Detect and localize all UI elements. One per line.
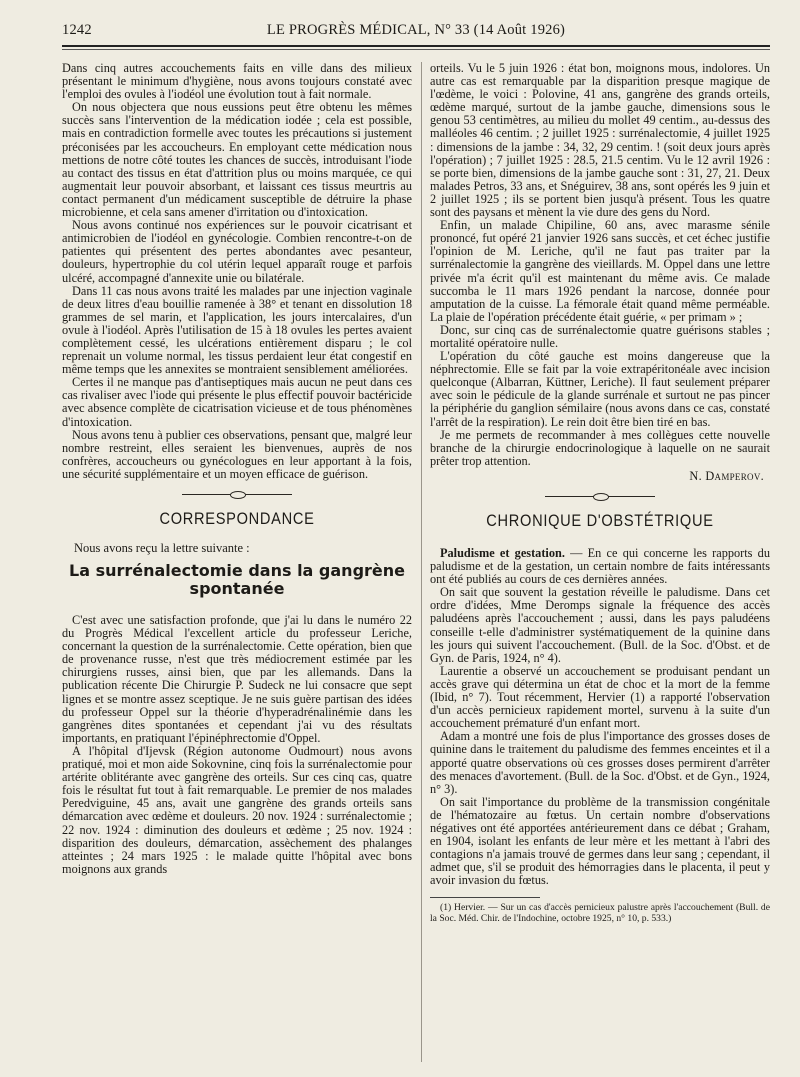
paragraph: orteils. Vu le 5 juin 1926 : état bon, moignons mous, indolores. Un autre cas est remarquable par la disparition presque magique de l'œdème, le voici : Polovine, 41 ans, gangrène des grands orteils, œdème marqué, surtout de la jambe gauche, dimensions sous le genou 53 centimètres, au milieu du mollet 49 centim., au-dessus des malléoles 46 centim. ; 2 juillet 1925 : surrénalectomie, 4 juillet 1925 : dimensions de la jambe : 34, 32, 29 centim. ! (soit deux jours après l'opération) ; 7 juillet 1925 : 28.5, 21.5 centim. Vu le 12 avril 1926 : se porte bien, dimensions de la jambe gauche sont : 31, 27, 21. Deux malades Petros, 33 ans, et Snéguirev, 38 ans, sont opérés les 9 juin et 2 juillet 1925 ; ils se portent bien jusqu'à présent. Tous les quatre sont des paysans et mènent la vie dure des gens du Nord. [430, 61, 770, 220]
right-column [430, 62, 770, 924]
column-divider [421, 62, 422, 1062]
paragraph: Adam a montré une fois de plus l'importance des grosses doses de quinine dans le traitement du paludisme des femmes enceintes et il a apporté quatre observations où ces grosses doses permirent d'arrêter des menaces d'avortement. (Bull. de la Soc. d'Obst. et de Gyn., 1924, n° 3). [430, 729, 770, 796]
paragraph: Je me permets de recommander à mes collègues cette nouvelle branche de la chirurgie endocrinologique à laquelle on ne saurait prêter trop attention. [430, 427, 770, 468]
paragraph: Nous avons tenu à publier ces observations, pensant que, malgré leur nombre restreint, elles seraient les bienvenues, auprès de nos confrères, accoucheurs ou gynécologues en leur apportant à la fois, une sécurité supplémentaire et un moyen efficace de guérison. [62, 427, 412, 481]
paragraph-with-runin [430, 547, 770, 586]
header-rule [62, 45, 770, 47]
section-title-correspondance: CORRESPONDANCE [159, 509, 315, 528]
paragraph: Dans 11 cas nous avons traité les malades par une injection vaginale de deux litres d'eau bouillie ramenée à 38° et tenant en dissolution 18 grammes de sel marin, et l'application, les jours intercalaires, d'un ovule à l'iodéol. Après l'utilisation de 15 à 18 ovules les pertes avaient complètement cessé, les ulcérations entièrement disparu ; le col reprenait un volume normal, les tissus perdaient leur état congestif en même temps que les annexites se montraient sensiblement améliorées. [62, 283, 412, 377]
author-signature: N. Damperov. [689, 468, 764, 483]
left-column [62, 62, 412, 876]
section-ornament [545, 489, 655, 505]
paragraph: A l'hôpital d'Ijevsk (Région autonome Oudmourt) nous avons pratiqué, moi et mon aide Sokovnine, cinq fois la surrénalectomie pour artérite oblitérante avec gangrène des orteils. Sur ces cinq cas, quatre fois le résultat fut tout à fait remarquable. Le premier de nos malades Peredviguine, 45 ans, avait une gangrène des grands orteils sans démarcation avec œdème et douleurs. 20 nov. 1924 : surrénalectomie ; 22 nov. 1924 : diminution des douleurs et œdème ; 25 nov. 1924 : disparition des douleurs, démarcation, assèchement des phalanges atteintes ; 24 mars 1925 : le malade quitte l'hôpital avec bons moignons aux grands [62, 743, 412, 876]
runin-heading: Paludisme et gestation. [440, 546, 565, 560]
article-title: La surrénalectomie dans la gangrène spontanée [69, 561, 405, 598]
page-number: 1242 [62, 22, 92, 38]
paragraph: Certes il ne manque pas d'antiseptiques mais aucun ne peut dans ces cas rivaliser avec l'iode qui présente le plus effectif pouvoir bactéricide avec absence complète de cicatrisation vicieuse et de tous phénomènes d'intoxication. [62, 375, 412, 429]
paragraph: On nous objectera que nous eussions peut être obtenu les mêmes succès sans l'intervention de la médication iodée ; cela est possible, mais en contradiction formelle avec toutes les précautions si justement préconisées par les accoucheurs. En employant cette médication nous mettions de notre côté toutes les chances de succès, introduisant l'iode au contact des tissus en état d'attrition plus ou moins marquée, ce qui augmentait leur pouvoir absorbant, et laissant ces tissus meurtris au contact permanent d'un médicament susceptible de détruire la phase microbienne, et cela sans amener d'irritation ou d'intoxication. [62, 100, 412, 220]
paragraph: On sait que souvent la gestation réveille le paludisme. Dans cet ordre d'idées, Mme Deromps signale la fréquence des accès paludéens après l'accouchement ; aussi, dans les pays paludéens conseille t-elle d'administrer systématiquement de la quinine dans les jours qui suivent l'accouchement. (Bull. de la Soc. d'Obst. et de Gyn. de Paris, 1924, n° 4). [430, 585, 770, 665]
section-title-obstetrique: CHRONIQUE D'OBSTÉTRIQUE [486, 511, 714, 530]
section-ornament [182, 487, 292, 503]
letter-intro: Nous avons reçu la lettre suivante : [74, 541, 250, 555]
paragraph: Dans cinq autres accouchements faits en ville dans des milieux présentant le minimum d'hygiène, nous avons toujours constaté avec l'emploi des ovules à l'iodéol une évolution tout à fait normale. [62, 61, 412, 102]
paragraph: Donc, sur cinq cas de surrénalectomie quatre guérisons stables ; mortalité opératoire nulle. [430, 322, 770, 350]
header-rule-thin [62, 49, 770, 50]
paragraph: Enfin, un malade Chipiline, 60 ans, avec marasme sénile prononcé, fut opéré 21 janvier 1926 sans succès, et cet échec justifie l'opinion de M. Leriche, qu'il ne faut pas traiter par la surrénalectomie la gangrène des vieillards. M. Oppel dans une lettre privée m'a écrit qu'il est maintenant du même avis. Ce malade succomba le 11 mars 1926 pendant la narcose, donnée pour amputation de la cuisse. La fémorale était quand même perméable. La plaie de l'opération précédente était guérie, « per primam » ; [430, 218, 770, 324]
paragraph: Nous avons continué nos expériences sur le pouvoir cicatrisant et antimicrobien de l'iodéol en gynécologie. Combien rencontre-t-on de patientes qui présentent des pertes abondantes avec pesanteur, douleurs, hypertrophie du col utérin lequel apparaît rouge et parfois ulcéré, accompagné d'annexite unie ou bilatérale. [62, 218, 412, 285]
footnote-rule [430, 897, 540, 898]
paragraph: Laurentie a observé un accouchement se produisant pendant un accès grave qui détermina un état de choc et la mort de la femme (Ibid, n° 7). Tout récemment, Hervier (1) a rapporté l'observation d'un accès pernicieux rapidement mortel, survenu à la suite d'un accouchement prématuré d'un enfant mort. [430, 663, 770, 731]
running-title: LE PROGRÈS MÉDICAL, N° 33 (14 Août 1926) [266, 22, 566, 38]
running-header [62, 22, 770, 42]
paragraph: On sait l'importance du problème de la transmission congénitale de l'hématozaire au fœtus. Un certain nombre d'observations négatives ont été apportées antérieurement dans ce débat ; Graham, en 1904, isolant les enfants de leur mère et les mettant à l'abri des contagions n'a jamais trouvé de germes dans leur sang ; cependant, il admet que, s'il se produit des hémorragies dans le placenta, il peut y avoir invasion du fœtus. [430, 794, 770, 888]
footnote: (1) Hervier. — Sur un cas d'accès pernicieux palustre après l'accouchement (Bull. de la Soc. Méd. Chir. de l'Indochine, octobre 1925, n° 10, p. 533.) [430, 902, 770, 925]
paragraph: L'opération du côté gauche est moins dangereuse que la néphrectomie. Elle se fait par la voie extrapéritonéale avec incision quelconque (Albarran, Küttner, Leriche). Il faut seulement préparer avec soin le pédicule de la glande surrénale et surtout ne pas pincer la périphérie du ganglion sémilaire (nous avons dans ce cas, constaté l'arrêt de la respiration). Le rein doit être bien tiré en bas. [430, 349, 770, 429]
runin-text: — En ce qui concerne les rapports du paludisme et de la gestation, un certain nombre de faits intéressants ont été publiés au cours de ces dernières années. [430, 546, 770, 587]
paragraph: C'est avec une satisfaction profonde, que j'ai lu dans le numéro 22 du Progrès Médical l'excellent article du professeur Leriche, concernant la question de la surrénalectomie. Cette opération, bien que de provenance russe, n'est que très médiocrement estimée par les chirurgiens russes, ainsi bien, que par les allemands. Dans la publication récente Die Chirurgie P. Sudeck ne lui consacre que sept lignes et se montre assez sceptique. Je ne suis guère partisan des idées du professeur Oppel sur la théorie d'hyperadrénalinémie dans les gangrènes dites spontanées et cependant j'ai vu des résultats importants, en pratiquant l'épinéphrectomie d'Oppel. [62, 613, 412, 745]
